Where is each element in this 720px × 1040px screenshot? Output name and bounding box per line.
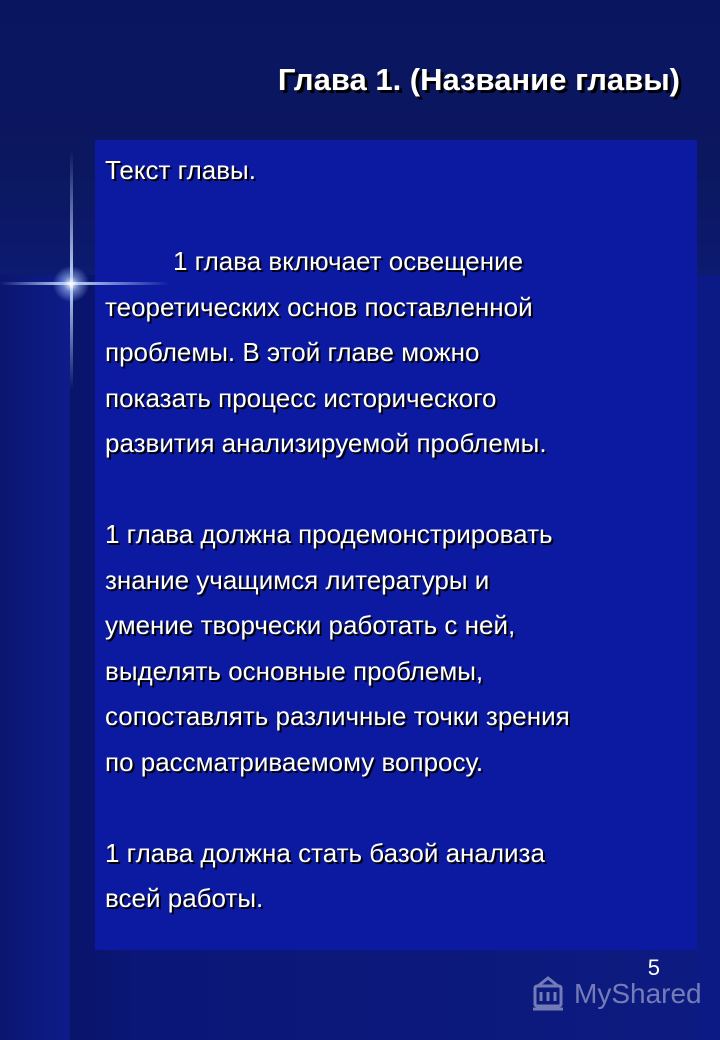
body-line: сопоставлять различные точки зрения bbox=[105, 701, 570, 731]
blank-line bbox=[105, 467, 690, 513]
body-line: выделять основные проблемы, bbox=[105, 655, 484, 686]
light-flare-glow bbox=[52, 266, 90, 302]
right-strip bbox=[697, 275, 720, 1040]
body-line: показать процесс исторического bbox=[105, 382, 497, 413]
myshared-logo-icon bbox=[528, 974, 568, 1014]
body-line: 1 глава должна стать базой анализа bbox=[105, 837, 545, 868]
body-intro: Текст главы. bbox=[105, 155, 256, 185]
left-strip bbox=[0, 275, 70, 1040]
slide-body bbox=[105, 148, 690, 922]
page-number: 5 bbox=[647, 955, 660, 980]
body-line: всей работы. bbox=[105, 883, 264, 913]
body-line: знание учащимся литературы и bbox=[105, 564, 490, 595]
slide-title: Глава 1. (Название главы) bbox=[277, 62, 680, 97]
body-line: проблемы. В этой главе можно bbox=[105, 337, 480, 367]
body-line: 1 глава включает освещение bbox=[173, 246, 524, 276]
body-line: 1 глава должна продемонстрировать bbox=[105, 519, 553, 549]
body-line: по рассматриваемому вопросу. bbox=[105, 746, 484, 777]
body-line: развития анализируемой проблемы. bbox=[105, 428, 547, 458]
blank-line bbox=[105, 194, 690, 240]
body-line: теоретических основ поставленной bbox=[105, 291, 533, 322]
body-line: умение творчески работать с ней, bbox=[105, 610, 516, 640]
blank-line bbox=[105, 785, 690, 831]
watermark-text: MyShared bbox=[574, 978, 702, 1009]
watermark[interactable] bbox=[528, 972, 702, 1016]
